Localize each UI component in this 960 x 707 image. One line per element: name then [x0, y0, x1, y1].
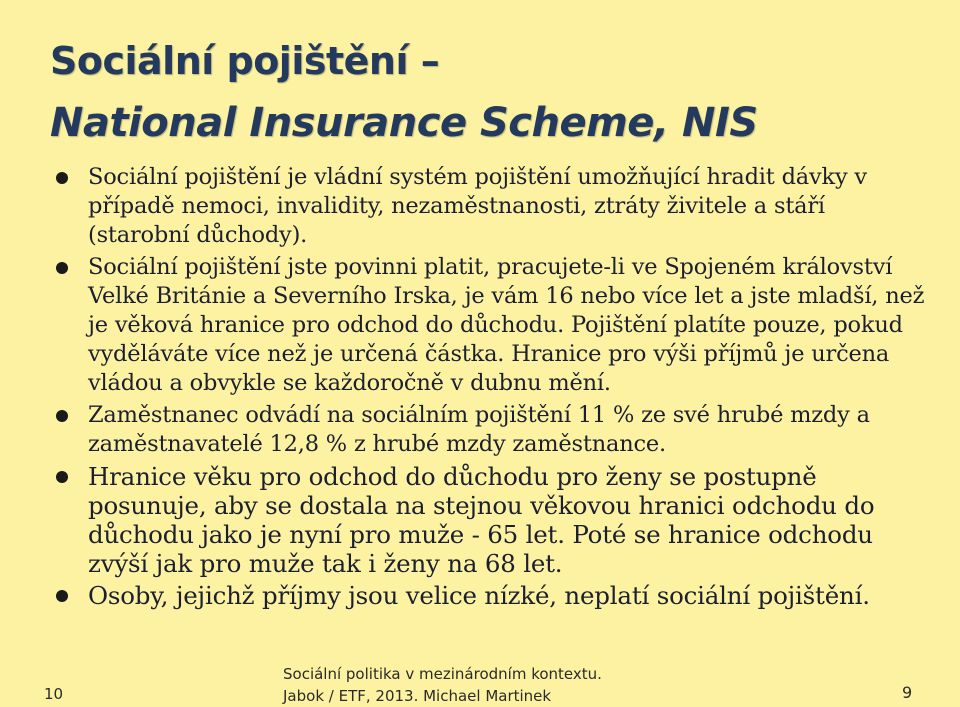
- footer-line-1: Sociální politika v mezinárodním kontextu.: [283, 665, 602, 683]
- bullet-dot-icon: [56, 410, 68, 422]
- slide-footer: [0, 657, 960, 707]
- bullet-text: Zaměstnanec odvádí na sociálním pojištění 11 % ze své hrubé mzdy a zaměstnavatelé 12,8 % z hrubé mzdy zaměstnance.: [88, 402, 870, 457]
- bullet-dot-icon: [56, 262, 68, 274]
- bullet-dot-icon: [56, 471, 68, 483]
- bullet-text: Sociální pojištění jste povinni platit, pracujete-li ve Spojeném království Velké Británie a Severního Irska, je vám 16 nebo více let a jste mladší, než je věková hranice pro odchod do důchodu. Pojištění platíte pouze, pokud vyděláváte více než je určená částka. Hranice pro výši příjmů je určena vládou a obvykle se každoročně v dubnu mění.: [88, 254, 925, 396]
- footer-center-text: [283, 663, 602, 707]
- slide-title-line-1: Sociální pojištění –: [50, 39, 440, 83]
- bullet-text: Hranice věku pro odchod do důchodu pro ženy se postupně posunuje, aby se dostala na stejnou věkovou hranici odchodu do důchodu jako je nyní pro muže - 65 let. Poté se hranice odchodu zvýší jak pro muže tak i ženy na 68 let.: [88, 462, 875, 578]
- bullet-dot-icon: [56, 172, 68, 184]
- bullet-item: [50, 581, 930, 610]
- bullet-item: [50, 253, 930, 398]
- bullet-list: [50, 163, 930, 613]
- bullet-dot-icon: [56, 590, 68, 602]
- footer-left-number: 10: [44, 685, 64, 703]
- bullet-item: [50, 401, 930, 459]
- bullet-item: [50, 462, 930, 578]
- footer-line-2: Jabok / ETF, 2013. Michael Martinek: [283, 687, 552, 705]
- bullet-text: Osoby, jejichž příjmy jsou velice nízké, neplatí sociální pojištění.: [88, 581, 870, 610]
- slide-title-line-2: National Insurance Scheme, NIS: [50, 100, 758, 146]
- bullet-text: Sociální pojištění je vládní systém pojištění umožňující hradit dávky v případě nemoci, invalidity, nezaměstnanosti, ztráty živitele a stáří (starobní důchody).: [88, 164, 867, 248]
- slide-title: [50, 30, 930, 154]
- slide-number: 9: [902, 683, 913, 702]
- bullet-item: [50, 163, 930, 250]
